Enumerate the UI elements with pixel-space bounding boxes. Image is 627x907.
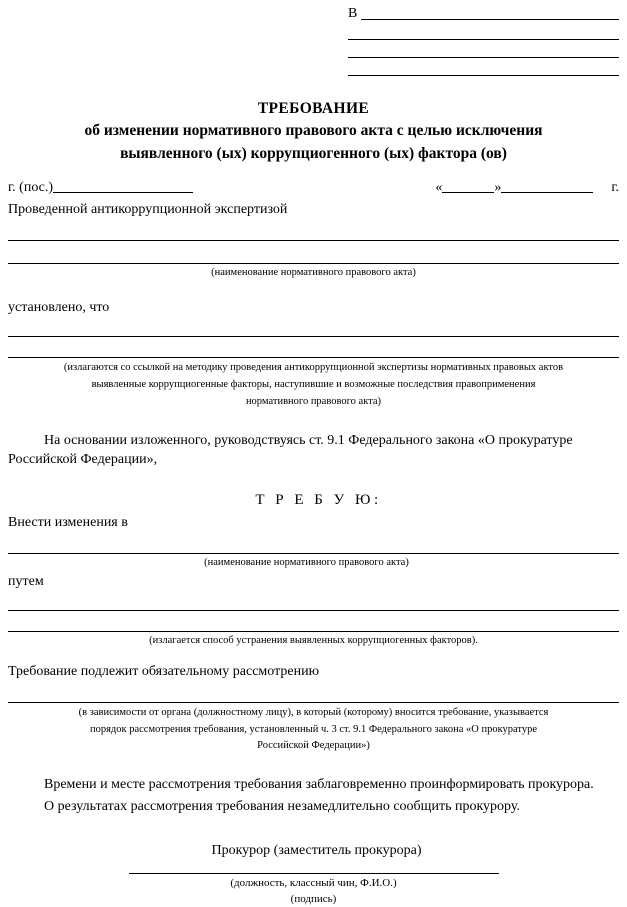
expertise-caption: (наименование нормативного правового акта) xyxy=(211,267,416,279)
year-label: г. xyxy=(611,180,619,196)
addressee-line-2[interactable] xyxy=(348,22,619,40)
review-caption-line-1: (в зависимости от органа (должностному лицу), в который (которому) вносится требование, указывается xyxy=(78,706,549,718)
notice-paragraph: Времени и месте рассмотрения требования заблаговременно проинформировать прокурора. xyxy=(44,777,594,793)
amend-input-line-2[interactable] xyxy=(8,553,619,554)
review-caption-line-2: порядок рассмотрения требования, установленный ч. 3 ст. 9.1 Федерального закона «О прокуратуре xyxy=(89,723,538,735)
month-year-input-line[interactable] xyxy=(501,192,593,193)
addressee-line-4[interactable] xyxy=(348,58,619,76)
prosecutor-label: Прокурор (заместитель прокурора) xyxy=(211,842,422,858)
quote-open: « xyxy=(435,180,443,196)
review-label: Требование подлежит обязательному рассмотрению xyxy=(8,663,320,679)
addressee-label: В xyxy=(348,6,358,21)
demand-heading: Т Р Е Б У Ю: xyxy=(255,492,382,509)
established-caption-line-1: (излагаются со ссылкой на методику проведения антикоррупционной экспертизы нормативных правовых актов xyxy=(63,362,564,374)
method-label: путем xyxy=(8,573,44,589)
review-row xyxy=(8,664,619,680)
result-paragraph: О результатах рассмотрения требования незамедлительно сообщить прокурору. xyxy=(44,798,520,814)
signature-caption-signature: (подпись) xyxy=(290,893,337,906)
amend-label: Внести изменения в xyxy=(8,515,128,531)
method-input-line-1[interactable] xyxy=(8,610,619,611)
page-subtitle-line-1: об изменении нормативного правового акта с целью исключения xyxy=(84,122,543,140)
expertise-input-line-3[interactable] xyxy=(8,263,619,264)
amend-caption: (наименование нормативного правового акта) xyxy=(204,557,409,569)
quote-close: » xyxy=(494,180,502,196)
addressee-line-1[interactable] xyxy=(361,19,619,20)
city-date-row xyxy=(8,180,619,196)
signature-caption-position: (должность, классный чин, Ф.И.О.) xyxy=(230,876,397,889)
addressee-first-row xyxy=(348,6,619,22)
method-input-line-2[interactable] xyxy=(8,631,619,632)
review-input-line-2[interactable] xyxy=(8,702,619,703)
review-caption-line-3: Российской Федерации») xyxy=(257,740,370,752)
established-label: установлено, что xyxy=(8,300,110,316)
signature-input-line[interactable] xyxy=(129,873,499,874)
basis-paragraph: На основании изложенного, руководствуясь ст. 9.1 Федерального закона «О прокуратуре Российской Федерации», xyxy=(8,432,573,468)
signature-block xyxy=(8,843,619,907)
page-title: ТРЕБОВАНИЕ xyxy=(257,100,370,117)
established-input-line-1[interactable] xyxy=(8,336,619,337)
method-caption: (излагается способ устранения выявленных коррупциогенных факторов). xyxy=(149,634,478,646)
established-caption-line-3: нормативного правового акта) xyxy=(245,395,382,407)
day-input-line[interactable] xyxy=(442,192,494,193)
amend-row xyxy=(8,515,619,531)
established-input-line-2[interactable] xyxy=(8,357,619,358)
addressee-line-3[interactable] xyxy=(348,40,619,58)
city-input-line[interactable] xyxy=(53,192,193,193)
expertise-label: Проведенной антикоррупционной экспертизой xyxy=(8,202,288,218)
expertise-row xyxy=(8,202,619,218)
city-label: г. (пос.) xyxy=(8,180,54,196)
addressee-block xyxy=(8,6,619,76)
established-caption-line-2: выявленные коррупциогенные факторы, наступившие и возможные последствия правоприменения xyxy=(91,379,536,391)
page-subtitle-line-2: выявленного (ых) коррупциогенного (ых) фактора (ов) xyxy=(120,144,507,162)
document-page xyxy=(0,6,627,906)
expertise-input-line-2[interactable] xyxy=(8,240,619,241)
document-title-block xyxy=(8,98,619,165)
